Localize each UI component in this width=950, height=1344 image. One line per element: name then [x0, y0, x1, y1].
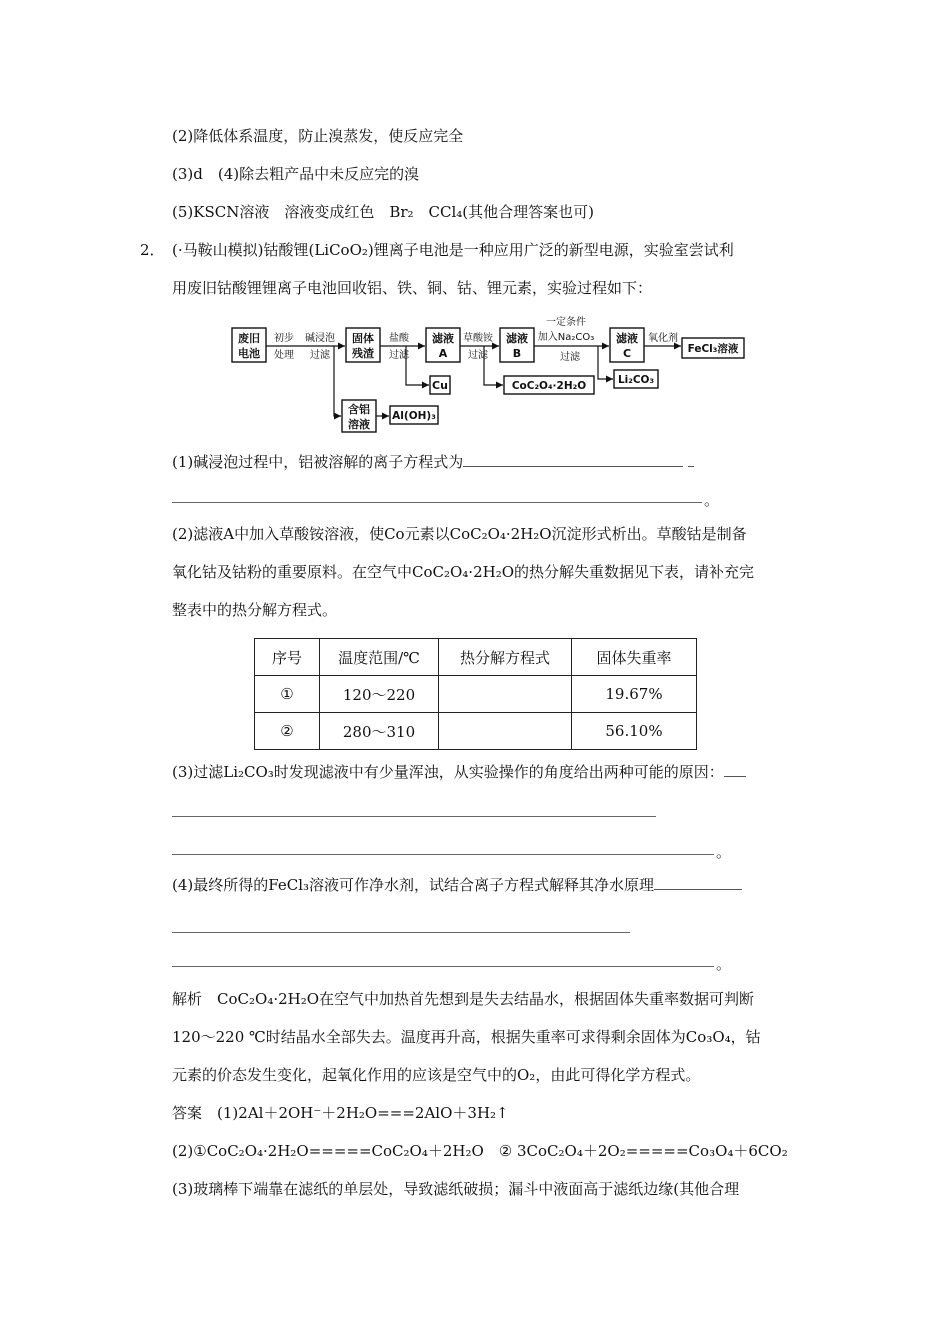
box-residue-label-2: 残渣	[352, 347, 374, 360]
arrow-step5-middle: 加入Na₂CO₃	[537, 332, 595, 343]
answer-line1	[172, 1103, 509, 1123]
prev-answer-3-4: (3)d (4)除去粗产品中未反应完的溴	[172, 165, 420, 183]
answer-blank-4a[interactable]	[654, 875, 742, 890]
sub-question-2-line3: 整表中的热分解方程式。	[172, 601, 338, 619]
table-cell-equation[interactable]	[439, 676, 572, 713]
sub-question-4-text: (4)最终所得的FeCl₃溶液可作净水剂，试结合离子方程式解释其净水原理	[172, 876, 655, 894]
table-row	[255, 676, 697, 713]
table-cell: ①	[255, 676, 320, 713]
arrow-step1-bottom: 处理	[274, 350, 294, 361]
arrow-step1-top: 初步	[274, 333, 294, 344]
period-3: 。	[716, 843, 732, 861]
box-fa-label-1: 滤液	[432, 332, 454, 345]
answer-blank-1a[interactable]	[463, 452, 683, 467]
table-cell-equation[interactable]	[439, 713, 572, 750]
box-residue-label-1: 固体	[352, 332, 374, 345]
table-header-row	[255, 639, 697, 676]
box-coc2o4-label: CoC₂O₄·2H₂O	[511, 380, 587, 392]
box-fb-label-2: B	[512, 347, 522, 360]
box-cu-label: Cu	[432, 379, 448, 392]
answer-blank-1b[interactable]	[688, 452, 694, 467]
arrow-step4-bottom: 过滤	[468, 350, 488, 361]
arrow-step6-label: 氧化剂	[648, 333, 678, 344]
sub-question-2-line2: 氧化钴及钴粉的重要原料。在空气中CoC₂O₄·2H₂O的热分解失重数据见下表，请补充完	[172, 563, 755, 581]
box-fc-label-1: 滤液	[616, 332, 638, 345]
analysis-line2: 120～220 ℃时结晶水全部失去。温度再升高，根据失重率可求得剩余固体为Co₃O₄，钴	[172, 1028, 761, 1046]
box-fa-label-2: A	[438, 347, 448, 360]
box-waste-label-2: 电池	[238, 347, 260, 360]
answer-label: 答案	[172, 1104, 203, 1122]
answer-line-4a[interactable]	[172, 932, 630, 933]
box-li2co3-label: Li₂CO₃	[617, 374, 655, 386]
sub-question-1	[172, 452, 694, 472]
table-cell: 120～220	[320, 676, 439, 713]
analysis-line3: 元素的价态发生变化，起氧化作用的应该是空气中的O₂，由此可得化学方程式。	[172, 1066, 701, 1084]
box-al-label-2: 溶液	[348, 418, 370, 431]
box-fc-label-2: C	[622, 347, 632, 360]
prev-answer-5: (5)KSCN溶液 溶液变成红色 Br₂ CCl₄(其他合理答案也可)	[172, 203, 595, 221]
prev-answer-2: (2)降低体系温度，防止溴蒸发，使反应完全	[172, 127, 464, 145]
table-cell: ②	[255, 713, 320, 750]
sub-question-2-line1: (2)滤液A中加入草酸铵溶液，使Co元素以CoC₂O₄·2H₂O沉淀形式析出。草酸钴是制备	[172, 525, 747, 543]
analysis-line1	[172, 989, 754, 1009]
arrow-step5-bottom: 过滤	[560, 352, 580, 363]
sub-question-3-text: (3)过滤Li₂CO₃时发现滤液中有少量浑浊，从实验操作的角度给出两种可能的原因：	[172, 763, 724, 781]
sub-question-3	[172, 762, 746, 782]
question-intro-line1: (·马鞍山模拟)钴酸锂(LiCoO₂)锂离子电池是一种应用广泛的新型电源，实验室尝试利	[172, 241, 734, 259]
table-cell: 19.67%	[572, 676, 697, 713]
answer-line-1[interactable]	[172, 502, 702, 503]
period-1: 。	[704, 491, 720, 509]
answer-text-1: (1)2Al＋2OH⁻＋2H₂O===2AlO＋3H₂↑	[217, 1104, 509, 1122]
table-header: 温度范围/℃	[320, 639, 439, 676]
answer-line-4b[interactable]	[172, 966, 714, 967]
process-flowchart	[226, 312, 756, 436]
box-fb-label-1: 滤液	[506, 332, 528, 345]
answer-line2: (2)①CoC₂O₄·2H₂O=====CoC₂O₄＋2H₂O ② 3CoC₂O₄＋2O₂=====Co₃O₄＋6CO₂	[172, 1142, 788, 1160]
table-header: 序号	[255, 639, 320, 676]
question-number: 2．	[140, 241, 165, 259]
table-cell: 56.10%	[572, 713, 697, 750]
analysis-label: 解析	[172, 990, 203, 1008]
table-row	[255, 713, 697, 750]
arrow-step3-bottom: 过滤	[389, 350, 409, 361]
arrow-step3-top: 盐酸	[389, 333, 409, 344]
box-waste-label-1: 废旧	[238, 332, 260, 345]
box-fecl3-label: FeCl₃溶液	[687, 343, 739, 355]
table-header: 固体失重率	[572, 639, 697, 676]
box-aloh3-label: Al(OH)₃	[392, 410, 436, 422]
answer-blank-3a[interactable]	[724, 762, 746, 777]
analysis-text-1: CoC₂O₄·2H₂O在空气中加热首先想到是失去结晶水，根据固体失重率数据可判断	[217, 990, 755, 1008]
arrow-step2-top: 碱浸泡	[305, 333, 335, 344]
table-header: 热分解方程式	[439, 639, 572, 676]
period-4: 。	[716, 955, 732, 973]
sub-question-1-text: (1)碱浸泡过程中，铝被溶解的离子方程式为	[172, 453, 464, 471]
decomposition-table	[254, 638, 697, 750]
answer-line3: (3)玻璃棒下端靠在滤纸的单层处，导致滤纸破损；漏斗中液面高于滤纸边缘(其他合理	[172, 1180, 740, 1198]
arrow-step2-bottom: 过滤	[310, 350, 330, 361]
sub-question-4	[172, 875, 742, 895]
question-intro-line2: 用废旧钴酸锂锂离子电池回收铝、铁、铜、钴、锂元素，实验过程如下：	[172, 279, 653, 297]
arrow-step4-top: 草酸铵	[463, 333, 493, 344]
table-cell: 280～310	[320, 713, 439, 750]
arrow-step5-top: 一定条件	[546, 317, 586, 328]
answer-line-3a[interactable]	[172, 816, 656, 817]
answer-line-3b[interactable]	[172, 854, 714, 855]
box-al-label-1: 含铝	[348, 403, 370, 416]
